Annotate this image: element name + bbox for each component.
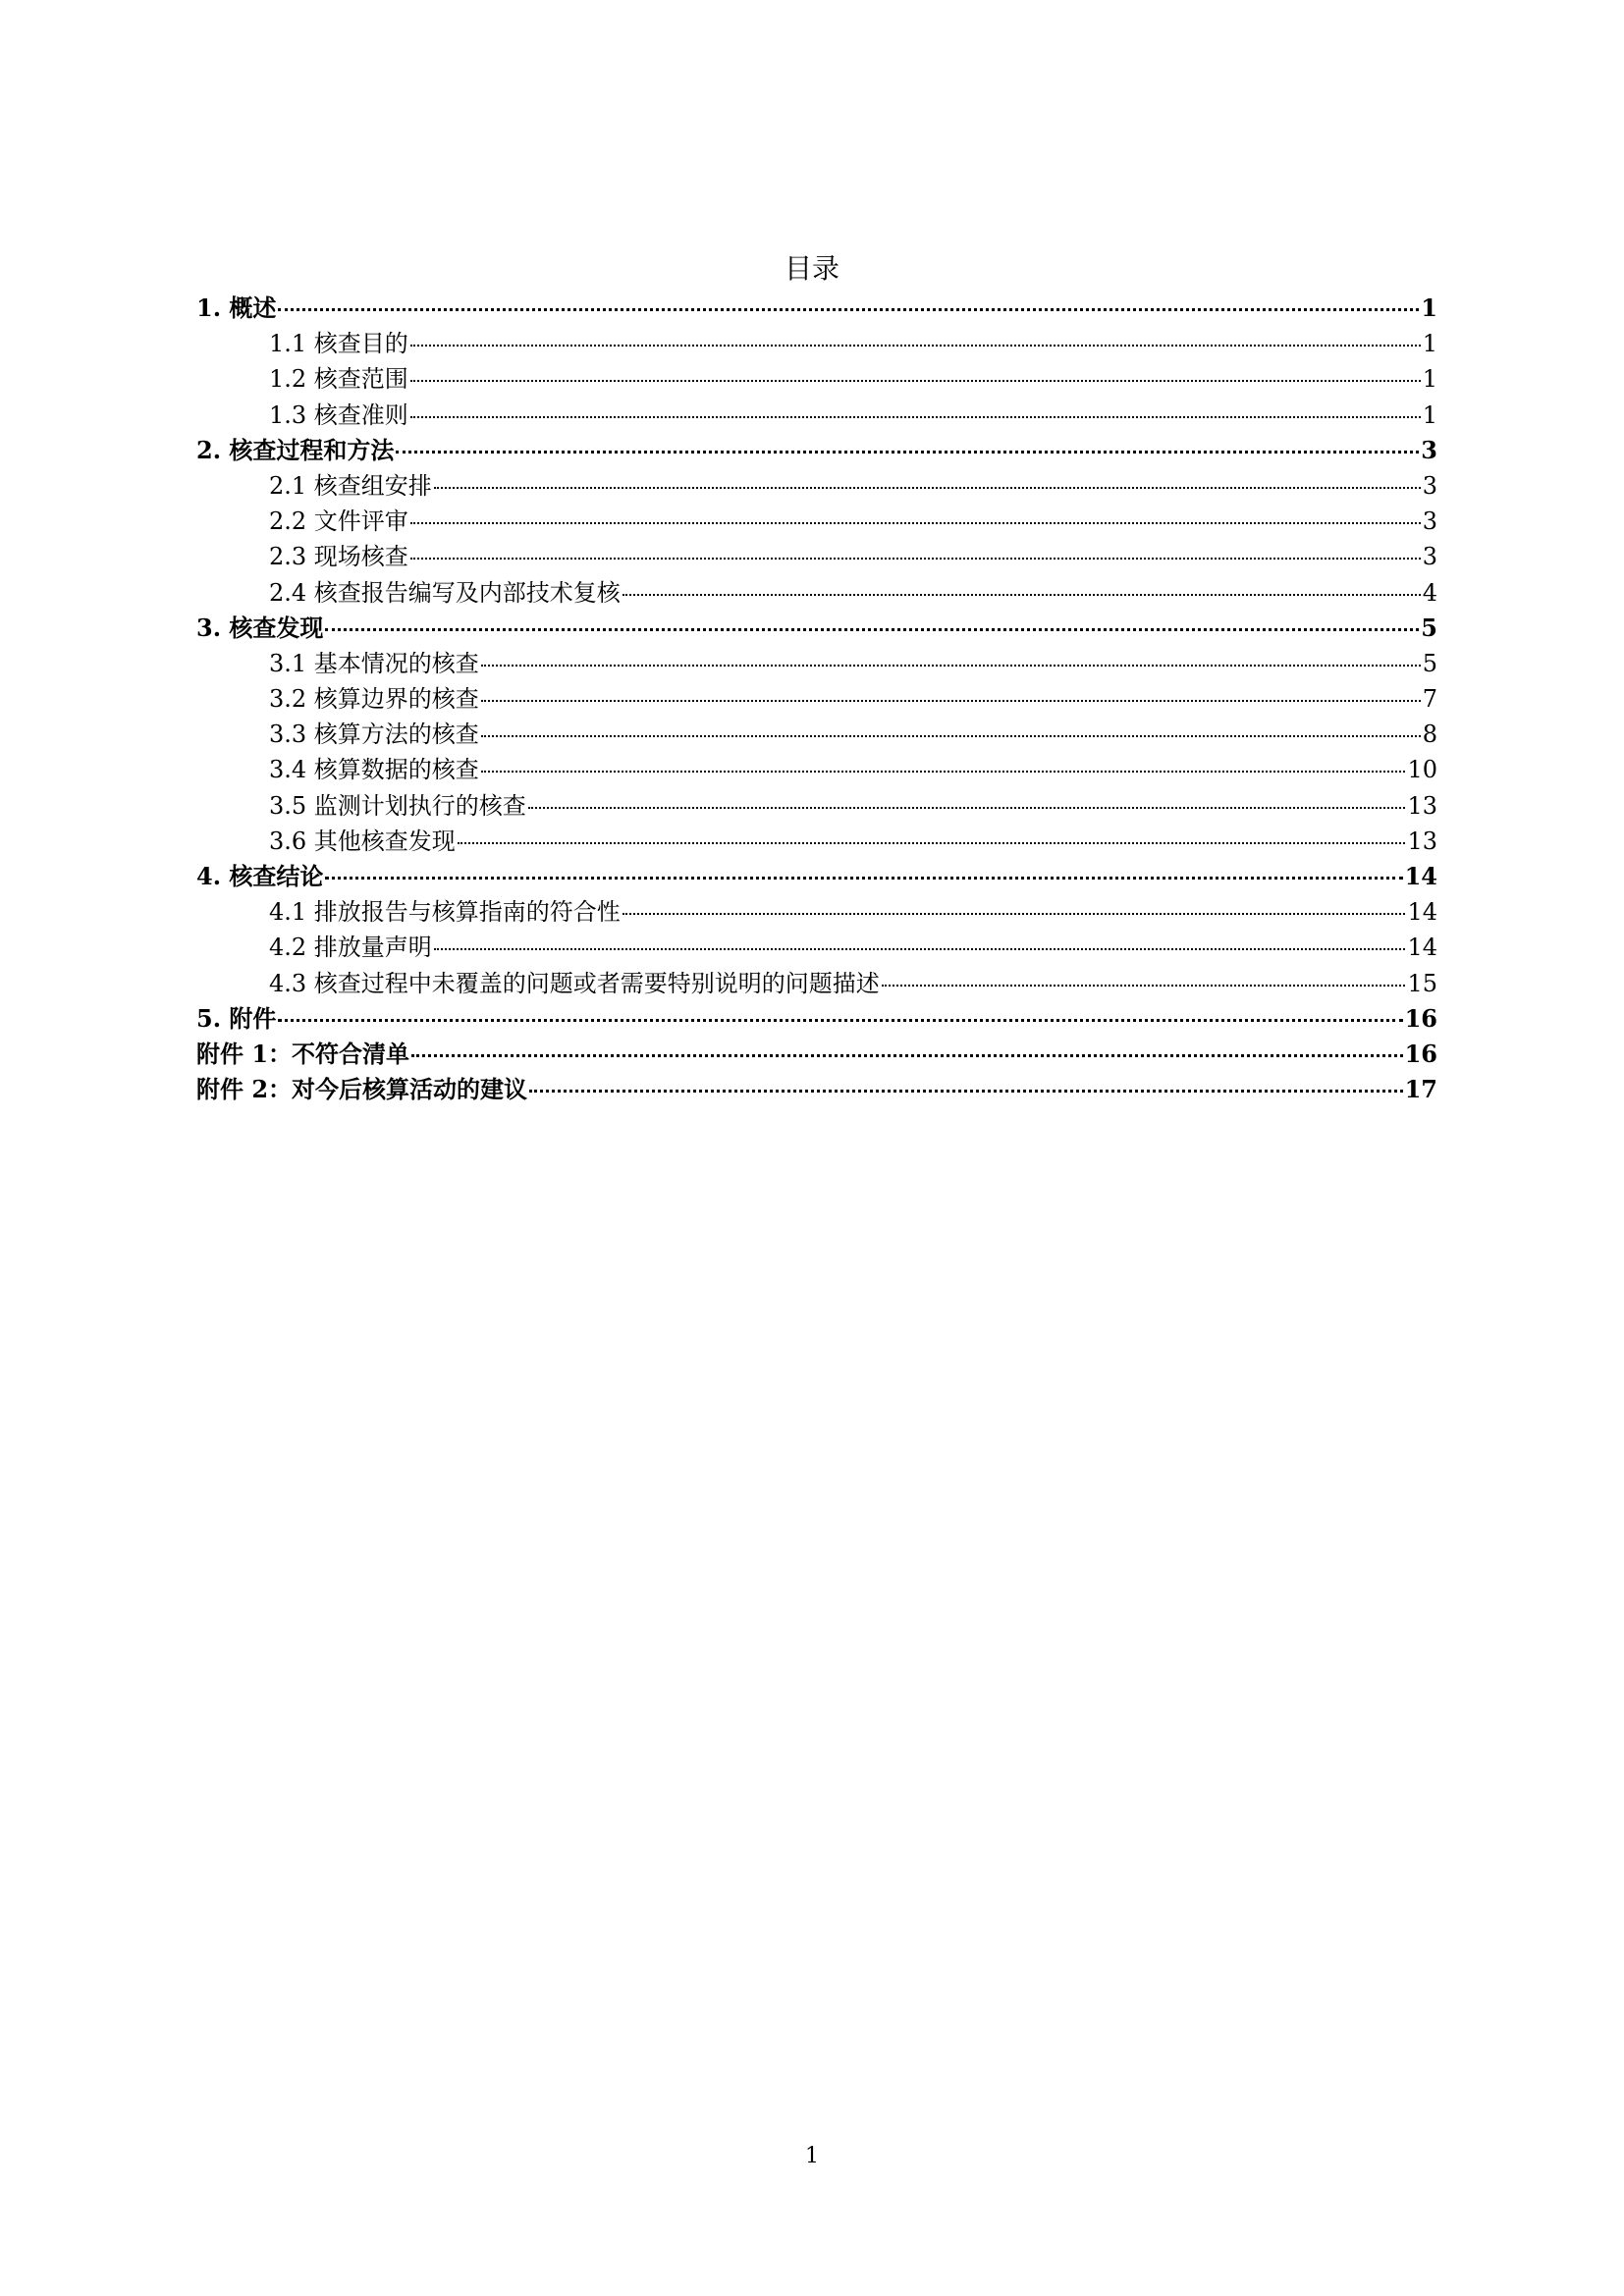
toc-subsection-entry[interactable] — [196, 575, 1437, 611]
toc-dot-leader — [411, 1054, 1403, 1057]
toc-entry-label: 3.5 监测计划执行的核查 — [269, 791, 526, 820]
toc-subsection-entry[interactable] — [196, 930, 1437, 965]
toc-entry-label: 2.1 核查组安排 — [269, 471, 432, 500]
toc-dot-leader — [325, 628, 1419, 631]
toc-subsection-entry[interactable] — [196, 894, 1437, 930]
toc-subsection-entry[interactable] — [196, 468, 1437, 504]
toc-subsection-entry[interactable] — [196, 504, 1437, 539]
toc-dot-leader — [481, 665, 1421, 667]
toc-entry-label: 4. 核查结论 — [196, 862, 324, 890]
toc-entry-page: 3 — [1422, 471, 1437, 500]
toc-subsection-entry[interactable] — [196, 717, 1437, 752]
toc-subsection-entry[interactable] — [196, 326, 1437, 361]
toc-entry-label: 1.1 核查目的 — [269, 330, 408, 358]
toc-entry-page: 16 — [1404, 1003, 1437, 1033]
toc-entry-page: 16 — [1404, 1039, 1437, 1068]
toc-entry-page: 10 — [1407, 756, 1437, 784]
toc-entry-page: 1 — [1422, 330, 1437, 358]
toc-entry-page: 3 — [1421, 435, 1437, 464]
toc-entry-label: 5. 附件 — [196, 1003, 277, 1033]
toc-entry-label: 2.2 文件评审 — [269, 507, 408, 536]
toc-subsection-entry[interactable] — [196, 398, 1437, 433]
toc-entry-page: 1 — [1422, 400, 1437, 429]
toc-section-entry[interactable] — [196, 1072, 1437, 1107]
toc-section-entry[interactable] — [196, 859, 1437, 894]
toc-subsection-entry[interactable] — [196, 788, 1437, 824]
toc-entry-page: 15 — [1407, 969, 1437, 997]
toc-entry-page: 5 — [1421, 613, 1437, 642]
toc-subsection-entry[interactable] — [196, 752, 1437, 787]
toc-entry-page: 3 — [1422, 543, 1437, 571]
toc-entry-label: 3. 核查发现 — [196, 613, 324, 642]
toc-entry-label: 1.2 核查范围 — [269, 365, 408, 394]
toc-entry-page: 13 — [1407, 791, 1437, 820]
toc-entry-page: 17 — [1404, 1075, 1437, 1104]
toc-entry-label: 1. 概述 — [196, 294, 277, 322]
toc-entry-label: 4.3 核查过程中未覆盖的问题或者需要特别说明的问题描述 — [269, 969, 880, 997]
toc-dot-leader — [410, 522, 1421, 524]
toc-dot-leader — [410, 416, 1421, 418]
toc-entry-label: 3.6 其他核查发现 — [269, 827, 456, 855]
toc-entry-label: 2. 核查过程和方法 — [196, 435, 395, 464]
toc-entry-label: 2.3 现场核查 — [269, 543, 408, 571]
toc-entry-page: 7 — [1422, 685, 1437, 714]
toc-entry-page: 4 — [1422, 578, 1437, 607]
toc-entry-page: 3 — [1422, 507, 1437, 536]
toc-dot-leader — [882, 985, 1406, 987]
toc-section-entry[interactable] — [196, 1037, 1437, 1072]
toc-section-entry[interactable] — [196, 611, 1437, 646]
toc-entry-page: 14 — [1404, 862, 1437, 890]
toc-dot-leader — [278, 1019, 1402, 1022]
toc-entry-label: 3.4 核算数据的核查 — [269, 756, 479, 784]
toc-entry-label: 2.4 核查报告编写及内部技术复核 — [269, 578, 621, 607]
toc-subsection-entry[interactable] — [196, 646, 1437, 681]
toc-subsection-entry[interactable] — [196, 824, 1437, 859]
toc-subsection-entry[interactable] — [196, 539, 1437, 574]
toc-entry-label: 附件 2：对今后核算活动的建议 — [196, 1075, 528, 1104]
toc-entry-label: 3.1 基本情况的核查 — [269, 649, 479, 677]
toc-dot-leader — [481, 700, 1421, 702]
toc-dot-leader — [529, 1090, 1403, 1093]
toc-title: 目录 — [784, 252, 839, 285]
toc-entry-label: 1.3 核查准则 — [269, 400, 408, 429]
page-number: 1 — [805, 2144, 819, 2168]
toc-dot-leader — [481, 771, 1406, 773]
toc-dot-leader — [434, 948, 1406, 950]
toc-entry-label: 4.2 排放量声明 — [269, 934, 432, 962]
toc-dot-leader — [410, 380, 1421, 382]
toc-entry-page: 1 — [1421, 294, 1437, 322]
toc-entry-label: 3.2 核算边界的核查 — [269, 685, 479, 714]
table-of-contents — [196, 291, 1437, 1107]
toc-dot-leader — [410, 345, 1421, 347]
toc-entry-label: 3.3 核算方法的核查 — [269, 721, 479, 749]
toc-entry-page: 14 — [1407, 934, 1437, 962]
toc-dot-leader — [623, 594, 1421, 596]
toc-section-entry[interactable] — [196, 1001, 1437, 1037]
toc-dot-leader — [410, 558, 1421, 560]
toc-entry-page: 5 — [1422, 649, 1437, 677]
toc-dot-leader — [528, 807, 1406, 809]
toc-subsection-entry[interactable] — [196, 361, 1437, 397]
toc-dot-leader — [623, 913, 1406, 915]
toc-dot-leader — [278, 308, 1419, 311]
toc-entry-page: 13 — [1407, 827, 1437, 855]
toc-dot-leader — [458, 842, 1406, 844]
toc-dot-leader — [434, 487, 1421, 489]
toc-dot-leader — [325, 877, 1402, 880]
toc-entry-page: 1 — [1422, 365, 1437, 394]
toc-section-entry[interactable] — [196, 291, 1437, 326]
toc-section-entry[interactable] — [196, 433, 1437, 468]
toc-subsection-entry[interactable] — [196, 966, 1437, 1001]
toc-dot-leader — [396, 451, 1419, 454]
toc-entry-label: 附件 1：不符合清单 — [196, 1039, 410, 1068]
toc-entry-page: 14 — [1407, 898, 1437, 927]
toc-dot-leader — [481, 735, 1421, 737]
toc-entry-page: 8 — [1422, 721, 1437, 749]
toc-subsection-entry[interactable] — [196, 681, 1437, 717]
toc-entry-label: 4.1 排放报告与核算指南的符合性 — [269, 898, 621, 927]
